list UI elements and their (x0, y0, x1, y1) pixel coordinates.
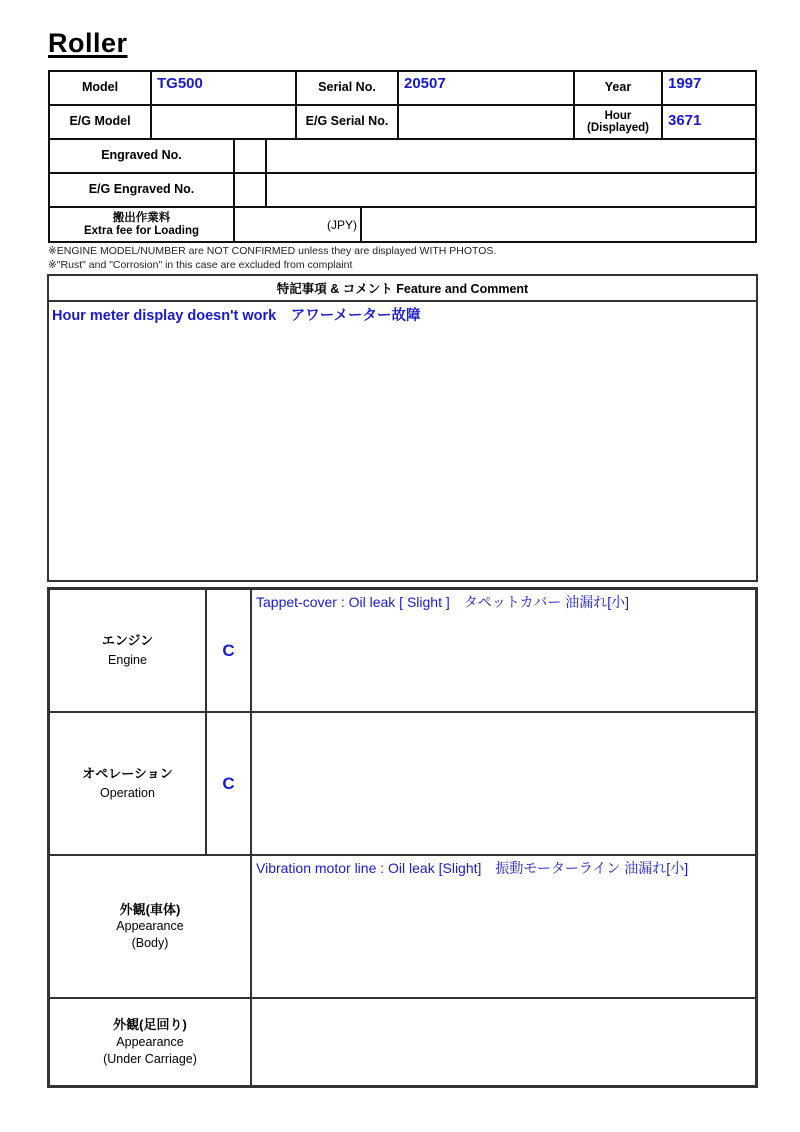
appearance-undercarriage-label-en2: (Under Carriage) (103, 1051, 197, 1066)
page-title: Roller (48, 28, 128, 58)
appearance-undercarriage-label-en: Appearance (116, 1034, 184, 1049)
operation-grade: C (222, 773, 235, 793)
engine-label (50, 590, 205, 711)
engine-comment: Tappet-cover : Oil leak [ Slight ] タペットカバー 油漏れ[小] (256, 594, 629, 610)
hour-label-line1: Hour (604, 109, 632, 122)
loading-fee-label-jp: 搬出作業料 (112, 212, 171, 225)
note-rust-exclusion: ※"Rust" and "Corrosion" in this case are excluded from complaint (48, 259, 353, 271)
hour-value: 3671 (668, 112, 702, 129)
operation-label-jp: オペレーション (82, 766, 173, 782)
eg-model-value (152, 106, 295, 138)
eg-engraved-value (267, 174, 755, 206)
feature-comment-header: 特記事項 & コメント Feature and Comment (49, 276, 756, 302)
loading-fee-label (50, 208, 233, 242)
hour-label-line2: (Displayed) (587, 122, 649, 134)
eg-model-label: E/G Model (69, 114, 131, 129)
engraved-label: Engraved No. (101, 148, 182, 163)
model-label: Model (81, 80, 119, 95)
appearance-body-label (50, 856, 250, 997)
feature-comment-section (47, 274, 758, 582)
note-engine-confirmation: ※ENGINE MODEL/NUMBER are NOT CONFIRMED unless they are displayed WITH PHOTOS. (48, 245, 497, 257)
serial-value: 20507 (404, 75, 446, 92)
appearance-body-label-en: Appearance (116, 919, 184, 934)
operation-label (50, 713, 205, 854)
loading-fee-currency: (JPY) (327, 218, 357, 232)
engine-label-en: Engine (108, 652, 147, 667)
engine-grade: C (222, 640, 235, 660)
appearance-body-label-jp: 外観(車体) (119, 901, 181, 917)
engine-label-jp: エンジン (101, 633, 154, 649)
appearance-body-label-en2: (Body) (131, 936, 169, 951)
appearance-undercarriage-label-jp: 外観(足回り) (113, 1017, 187, 1033)
engraved-value (267, 140, 755, 172)
hour-label (575, 106, 661, 138)
year-label: Year (604, 80, 632, 95)
eg-engraved-label: E/G Engraved No. (88, 182, 195, 197)
loading-fee-value (362, 208, 755, 242)
appearance-undercarriage-label (50, 999, 250, 1085)
model-value: TG500 (157, 75, 203, 92)
serial-label: Serial No. (318, 80, 376, 95)
appearance-body-comment: Vibration motor line : Oil leak [Slight] 振動モーターライン 油漏れ[小] (256, 860, 689, 876)
loading-fee-label-en: Extra fee for Loading (83, 225, 200, 237)
eg-serial-value (399, 106, 573, 138)
operation-label-en: Operation (100, 785, 155, 800)
feature-comment-text: Hour meter display doesn't work アワーメーター故障 (52, 308, 421, 324)
year-value: 1997 (668, 75, 702, 92)
eg-serial-label: E/G Serial No. (305, 114, 389, 129)
